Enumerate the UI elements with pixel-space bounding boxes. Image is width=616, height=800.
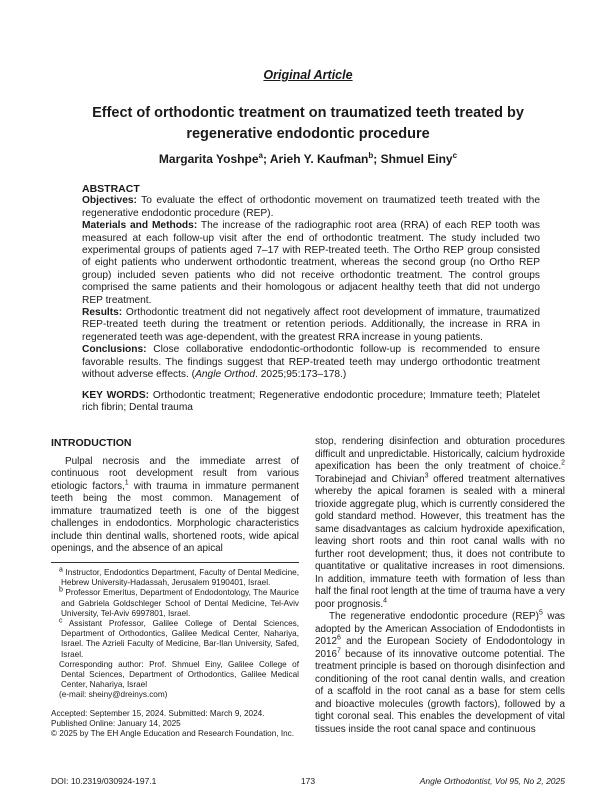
reference-mark: 7	[336, 647, 341, 655]
keywords	[82, 390, 540, 415]
intro-paragraph-rep	[315, 611, 565, 736]
intro-text: because of its innovative outcome potential. The treatment principle is based on thorough disinfection and conditioning of the root canal dentin walls, and creation of a scaffold in the root canal as a base for stem cells and bioactive molecules (growth factors), followed by a tight coronal seal. This enables the development of vital tissues inside the root canal space and continuous	[315, 648, 565, 735]
author-name: Margarita Yoshpe	[158, 152, 259, 166]
abstract-conclusions	[82, 344, 540, 381]
intro-paragraph-continued	[315, 436, 565, 611]
footnote-mark: b	[59, 586, 63, 594]
objectives-text: To evaluate the effect of orthodontic movement on traumatized teeth treated with the regenerative endodontic procedure (REP).	[82, 195, 540, 219]
footnote-divider	[51, 562, 299, 563]
author-separator: ;	[373, 152, 381, 166]
submission-dates: Accepted: September 15, 2024. Submitted: March 9, 2024.	[51, 708, 265, 718]
intro-text: Torabinejad and Chivian	[315, 473, 425, 485]
footnote-mark: a	[59, 566, 63, 574]
corresponding-author: Corresponding author: Prof. Shmuel Einy, Galilee College of Dental Sciences, Department of Orthodontics, Galilee Medical Center, Nahariya, Israel	[59, 659, 299, 690]
reference-mark: 6	[336, 634, 341, 642]
results-text: Orthodontic treatment did not negatively affect root development of immature, traumatized REP-treated teeth during the treatment or retention periods. Additionally, the increase in RRA in regenerated teeth was age-dependent, with the greatest RRA increase in young patients.	[82, 307, 540, 343]
author-affiliation-mark: c	[452, 151, 458, 160]
abstract-section	[82, 183, 540, 414]
footnote-affiliation-a	[51, 568, 299, 588]
reference-mark: 5	[538, 609, 543, 617]
author-name: Shmuel Einy	[380, 152, 453, 166]
intro-text: The regenerative endodontic procedure (REP)	[329, 611, 539, 622]
intro-text: Pulpal necrosis and the immediate arrest of continuous root development result from various etiologic factors,	[51, 455, 299, 492]
conclusions-text: Close collaborative endodontic-orthodontic follow-up is recommended to ensure favorable results. The findings suggest that REP-treated teeth may undergo orthodontic treatment without adverse effects. (	[82, 344, 540, 381]
methods-label: Materials and Methods:	[82, 220, 198, 232]
footnote-affiliation-c	[51, 619, 299, 660]
title-line-2: regenerative endodontic procedure	[186, 126, 430, 142]
footer-page-number: 173	[300, 776, 316, 786]
footnote-mark: c	[59, 617, 63, 625]
conclusions-label: Conclusions:	[82, 344, 147, 356]
footer-journal: Angle Orthodontist, Vol 95, No 2, 2025	[419, 776, 565, 786]
footnote-text: Instructor, Endodontics Department, Faculty of Dental Medicine, Hebrew University-Hadassah, Jerusalem 9190401, Israel.	[61, 568, 299, 588]
objectives-label: Objectives:	[82, 195, 137, 207]
author-list	[0, 152, 616, 166]
abstract-methods	[82, 220, 540, 307]
left-column	[51, 437, 299, 556]
copyright-notice: © 2025 by The EH Angle Education and Research Foundation, Inc.	[51, 729, 295, 739]
right-column	[315, 436, 565, 736]
methods-text: The increase of the radiographic root area (RRA) of each REP tooth was measured at each follow-up visit after the end of orthodontic treatment. The study included two experimental groups of patients aged 7–17 with REP-treated teeth. The Ortho REP group consisted of eight patients who underwent orthodontic treatment, whereas the second group (no Ortho REP group) included seven patients who did not receive orthodontic treatment. The control groups comprised the same patients and their homologous or adjacent healthy teeth that did not undergo REP treatment.	[82, 220, 540, 306]
author-separator: ;	[262, 152, 270, 166]
footnote-affiliation-b	[51, 588, 299, 619]
paper-title	[0, 103, 616, 145]
introduction-heading: INTRODUCTION	[51, 437, 132, 449]
results-label: Results:	[82, 307, 123, 319]
abstract-results	[82, 307, 540, 344]
citation-rest: . 2025;95:173–178.)	[255, 369, 347, 381]
corresponding-email[interactable]: (e-mail: sheiny@dreinys.com)	[59, 690, 168, 700]
title-line-1: Effect of orthodontic treatment on traumatized teeth treated by	[92, 105, 524, 121]
published-date: Published Online: January 14, 2025	[51, 718, 181, 728]
reference-mark: 2	[561, 459, 565, 467]
abstract-heading: ABSTRACT	[82, 183, 140, 195]
keywords-text: Orthodontic treatment; Regenerative endodontic procedure; Immature teeth; Platelet rich fibrin; Dental trauma	[82, 389, 541, 413]
intro-text: with trauma in immature permanent teeth being the most common. Management of immature traumatized teeth is one of the biggest challenges in endodontics. Morphologic characteristics include thin dentinal walls, shortened roots, wide apical openings, and the absence of an apical	[51, 480, 299, 554]
intro-paragraph	[51, 456, 299, 556]
footnote-text: Assistant Professor, Galilee College of Dental Sciences, Department of Orthodontics, Galilee Medical Center, Nahariya, Israel. The Azrieli Faculty of Medicine, Bar-Ilan University, Safed, Israel.	[61, 619, 299, 659]
reference-mark: 1	[124, 479, 129, 487]
author-affiliation-mark: b	[368, 151, 374, 160]
intro-text: and the European Society of Endodontology in 2016	[315, 636, 565, 660]
author-affiliation-mark: a	[258, 151, 263, 160]
reference-mark: 3	[424, 472, 429, 480]
footnotes	[51, 568, 299, 739]
footnote-text: Professor Emeritus, Department of Endodontology, The Maurice and Gabriela Goldschleger School of Dental Medicine, Tel-Aviv University, Tel-Aviv 6997801, Israel.	[61, 588, 299, 618]
intro-text: was adopted by the American Association of Endodontists in 2012	[315, 611, 565, 647]
intro-text: offered treatment alternatives whereby the apical foramen is sealed with a mineral trioxide aggregate plug, which is currently considered the gold standard method. However, this treatment has the same disadvantages as calcium hydroxide apexification, leaving short roots and thin root canal walls with no further root development; thus, it does not contribute to quantitative or qualitative increases in root dimensions. In addition, immature teeth with formation of less than half the final root length at the time of trauma have a very poor prognosis.	[315, 473, 565, 610]
intro-text: stop, rendering disinfection and obturation procedures difficult and unpredictable. Historically, calcium hydroxide apexification has been the only treatment of choice.	[315, 436, 565, 472]
reference-mark: 4	[383, 597, 387, 605]
keywords-label: KEY WORDS:	[82, 389, 150, 401]
abstract-objectives	[82, 195, 540, 220]
article-type: Original Article	[263, 68, 353, 82]
citation-journal: Angle Orthod	[195, 369, 256, 381]
footer-doi[interactable]: DOI: 10.2319/030924-197.1	[51, 776, 157, 786]
author-name: Arieh Y. Kaufman	[269, 152, 369, 166]
